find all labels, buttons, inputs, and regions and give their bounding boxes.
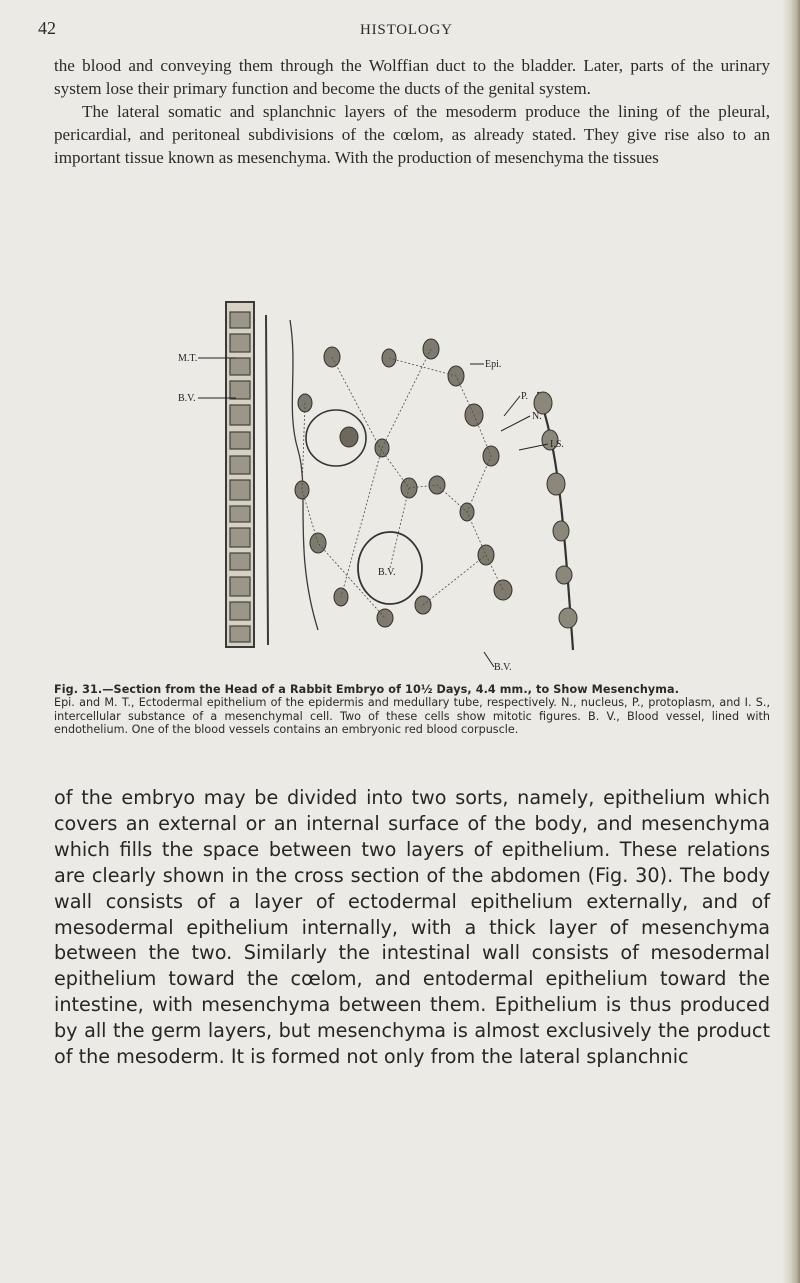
figure-caption (54, 683, 770, 737)
label-bv-center: B.V. (378, 567, 396, 578)
page-number: 42 (38, 18, 56, 38)
figure-31 (178, 300, 614, 672)
page-edge-shadow (782, 0, 800, 1283)
label-bv-bottom: B.V. (494, 662, 512, 672)
label-p: P. (521, 391, 528, 402)
top-text-block (54, 54, 770, 169)
top-paragraph-2: The lateral somatic and splanchnic layers of the mesoderm produce the lining of the pleural, pericardial, and peritoneal subdivisions of the cœlom, as already stated. They give rise also to an important tissue known as mesenchyma. With the production of mesenchyma the tissues (54, 102, 770, 167)
running-head: HISTOLOGY (360, 22, 453, 38)
caption-title: Fig. 31.—Section from the Head of a Rabbit Embryo of 10½ Days, 4.4 mm., to Show Mesenchyma. (54, 683, 680, 696)
label-bv-left: B.V. (178, 393, 196, 404)
label-n: N. (532, 411, 542, 422)
figure-31-illustration (178, 300, 614, 672)
bottom-paragraph: of the embryo may be divided into two sorts, namely, epithelium which covers an external or an internal surface of the body, and mesenchyma which fills the space between two layers of epithelium. These relations are clearly shown in the cross section of the abdomen (Fig. 30). The body wall consists of a layer of ectodermal epithelium externally, and of mesodermal epithelium internally, with a thick layer of mesenchyma between the two. Similarly the intestinal wall consists of mesodermal epithelium toward the cœlom, and entodermal epithelium toward the intestine, with mesenchyma between them. Epithelium is thus produced by all the germ layers, but mesenchyma is almost exclusively the product of the mesoderm. It is formed not only from the lateral splanchnic (54, 786, 770, 1069)
label-mt: M.T. (178, 353, 198, 364)
label-is: I.S. (550, 439, 564, 450)
label-epi: Epi. (485, 359, 502, 370)
caption-text: Epi. and M. T., Ectodermal epithelium of the epidermis and medullary tube, respectively. N., nucleus, P., protoplasm, and I. S., intercellular substance of a mesenchymal cell. Two of these cells show mitotic figures. B. V., Blood vessel, lined with endothelium. One of the blood vessels contains an embryonic red blood corpuscle. (54, 696, 770, 737)
bottom-text-block (54, 785, 770, 1070)
top-paragraph-1: the blood and conveying them through the Wolffian duct to the bladder. Later, parts of the urinary system lose their primary function and become the ducts of the genital system. (54, 56, 770, 98)
